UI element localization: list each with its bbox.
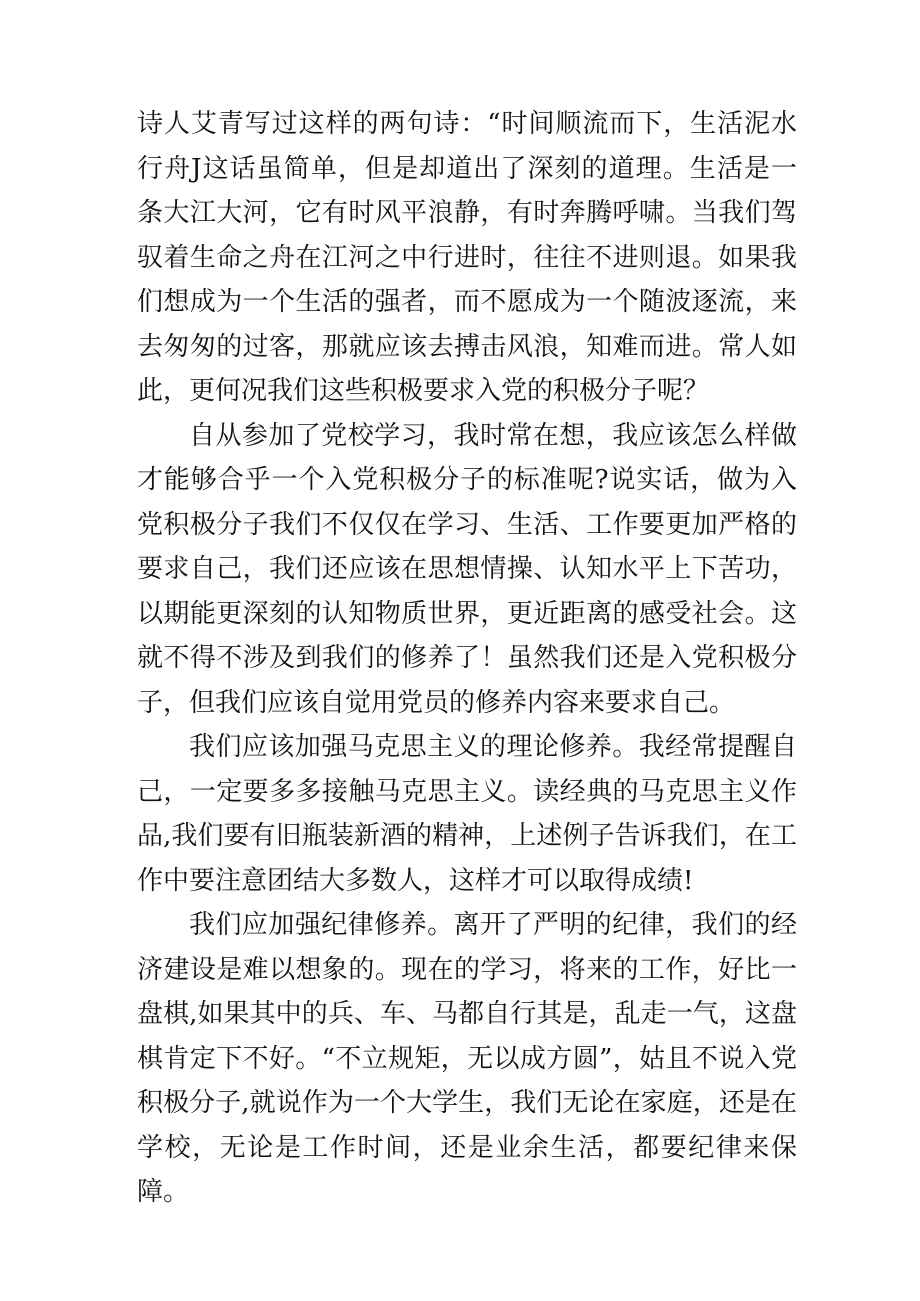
document-body <box>137 102 797 1215</box>
paragraph-2: 自从参加了党校学习，我时常在想，我应该怎么样做才能够合乎一个入党积极分子的标准呢?说实话，做为入党积极分子我们不仅仅在学习、生活、工作要更加严格的要求自己，我们还应该在思想情操、认知水平上下苦功，以期能更深刻的认知物质世界，更近距离的感受社会。这就不得不涉及到我们的修养了！虽然我们还是入党积极分子，但我们应该自觉用党员的修养内容来要求自己。 <box>137 420 797 718</box>
paragraph-3: 我们应该加强马克思主义的理论修养。我经常提醒自己，一定要多多接触马克思主义。读经典的马克思主义作品,我们要有旧瓶装新酒的精神，上述例子告诉我们，在工作中要注意团结大多数人，这样才可以取得成绩! <box>137 732 797 896</box>
paragraph-4: 我们应加强纪律修养。离开了严明的纪律，我们的经济建设是难以想象的。现在的学习，将来的工作，好比一盘棋,如果其中的兵、车、马都自行其是，乱走一气，这盘棋肯定下不好。“不立规矩，无以成方圆”，姑且不说入党积极分子,就说作为一个大学生，我们无论在家庭，还是在学校，无论是工作时间，还是业余生活，都要纪律来保障。 <box>137 910 797 1207</box>
paragraph-1: 诗人艾青写过这样的两句诗：“时间顺流而下，生活泥水行舟J这话虽简单，但是却道出了深刻的道理。生活是一条大江大河，它有时风平浪静，有时奔腾呼啸。当我们驾驭着生命之舟在江河之中行进时，往往不进则退。如果我们想成为一个生活的强者，而不愿成为一个随波逐流，来去匆匆的过客，那就应该去搏击风浪，知难而进。常人如此，更何况我们这些积极要求入党的积极分子呢？ <box>137 109 797 406</box>
